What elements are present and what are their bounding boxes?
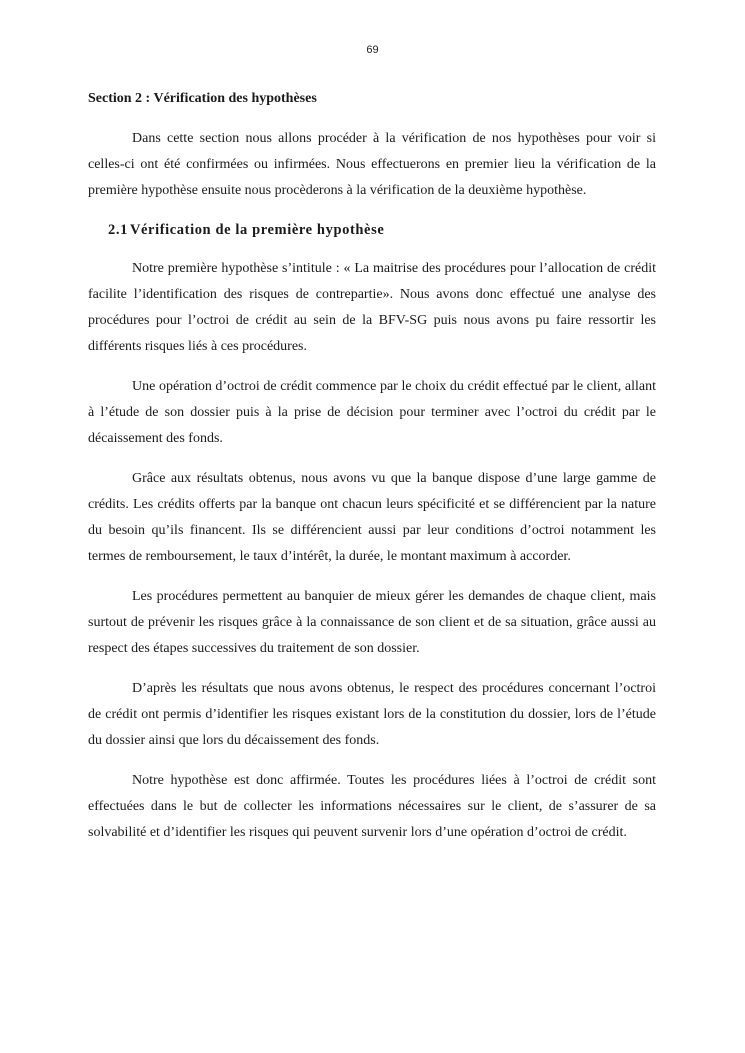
page-content bbox=[88, 88, 656, 860]
section-intro-paragraph: Dans cette section nous allons procéder à la vérification de nos hypothèses pour voir si celles-ci ont été confirmées ou infirmées. Nous effectuerons en premier lieu la vérification de la première hypothèse ensuite nous procèderons à la vérification de la deuxième hypothèse. bbox=[88, 131, 656, 198]
subsection-title: Vérification de la première hypothèse bbox=[129, 222, 385, 238]
page-number: 69 bbox=[366, 44, 379, 56]
paragraph-procedures-benefits: Les procédures permettent au banquier de mieux gérer les demandes de chaque client, mais surtout de prévenir les risques grâce à la connaissance de son client et de sa situation, grâce aussi au respect des étapes successives du traitement de son dossier. bbox=[88, 589, 656, 656]
subsection-number: 2.1 bbox=[108, 222, 128, 238]
paragraph-risk-identification: D’après les résultats que nous avons obtenus, le respect des procédures concernant l’octroi de crédit ont permis d’identifier les risques existant lors de la constitution du dossier, lors de l’étude du dossier ainsi que lors du décaissement des fonds. bbox=[88, 681, 656, 748]
paragraph-hypothesis-statement: Notre première hypothèse s’intitule : « La maitrise des procédures pour l’allocation de crédit facilite l’identification des risques de contrepartie». Nous avons donc effectué une analyse des procédures pour l’octroi de crédit au sein de la BFV-SG puis nous avons pu faire ressortir les différents risques liés à ces procédures. bbox=[88, 261, 656, 354]
paragraph-results-credit-range: Grâce aux résultats obtenus, nous avons vu que la banque dispose d’une large gamme de crédits. Les crédits offerts par la banque ont chacun leurs spécificité et se différencient par la nature du besoin qu’ils financent. Ils se différencient aussi par leur conditions d’octroi notamment les termes de remboursement, le taux d’intérêt, la durée, le montant maximum à accorder. bbox=[88, 471, 656, 564]
subsection-heading bbox=[108, 218, 656, 242]
paragraph-conclusion: Notre hypothèse est donc affirmée. Toutes les procédures liées à l’octroi de crédit sont effectuées dans le but de collecter les informations nécessaires sur le client, de s’assurer de sa solvabilité et d’identifier les risques qui peuvent survenir lors d’une opération d’octroi de crédit. bbox=[88, 773, 656, 840]
section-title: Section 2 : Vérification des hypothèses bbox=[88, 91, 317, 106]
paragraph-credit-operation: Une opération d’octroi de crédit commence par le choix du crédit effectué par le client, allant à l’étude de son dossier puis à la prise de décision pour terminer avec l’octroi du crédit par le décaissement des fonds. bbox=[88, 379, 656, 446]
